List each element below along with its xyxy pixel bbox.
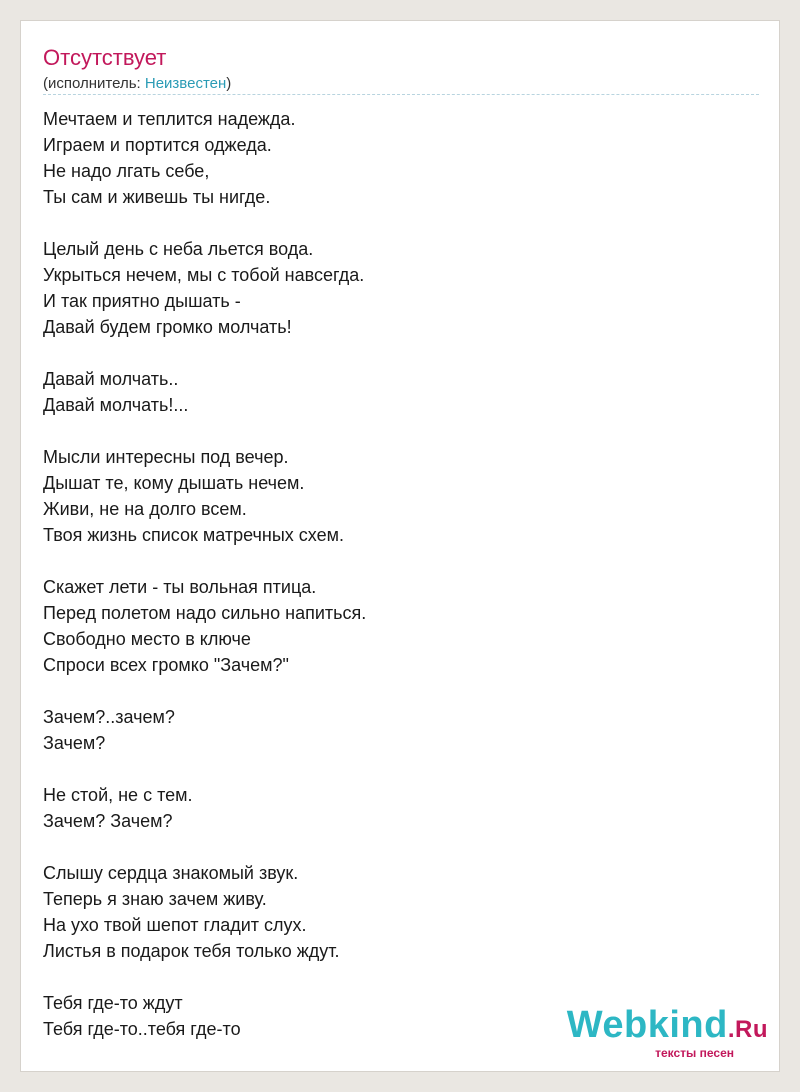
performer-suffix: ) xyxy=(226,75,232,92)
song-title: Отсутствует xyxy=(43,45,167,70)
logo-brand: Webkind xyxy=(566,1004,728,1046)
performer-link[interactable]: Неизвестен xyxy=(144,75,227,92)
logo-tld: .Ru xyxy=(727,1016,768,1043)
logo-wordmark xyxy=(567,1006,768,1049)
divider xyxy=(43,94,759,95)
performer-prefix: (исполнитель: xyxy=(43,75,145,92)
lyrics-text: Мечтаем и теплится надежда. Играем и портится оджеда. Не надо лгать себе, Ты сам и живешь ты нигде. Целый день с неба льется вода. Укрыться нечем, мы с тобой навсегда. И так приятно дышать - Давай будем громко молчать! Давай молчать.. Давай молчать!... Мысли интересны под вечер. Дышат те, кому дышать нечем. Живи, не на долго всем. Твоя жизнь список матречных схем. Скажет лети - ты вольная птица. Перед полетом надо сильно напиться. Свободно место в ключе Спроси всех громко "Зачем?" Зачем?..зачем? Зачем? Не стой, не с тем. Зачем? Зачем? Слышу сердца знакомый звук. Теперь я знаю зачем живу. На ухо твой шепот гладит слух. Листья в подарок тебя только ждут. Тебя где-то ждут Тебя где-то..тебя где-то xyxy=(43,109,367,1039)
lyrics-card xyxy=(20,20,780,1072)
site-logo xyxy=(567,1006,768,1060)
performer-line xyxy=(43,74,231,94)
logo-tagline: тексты песен xyxy=(655,1046,734,1060)
